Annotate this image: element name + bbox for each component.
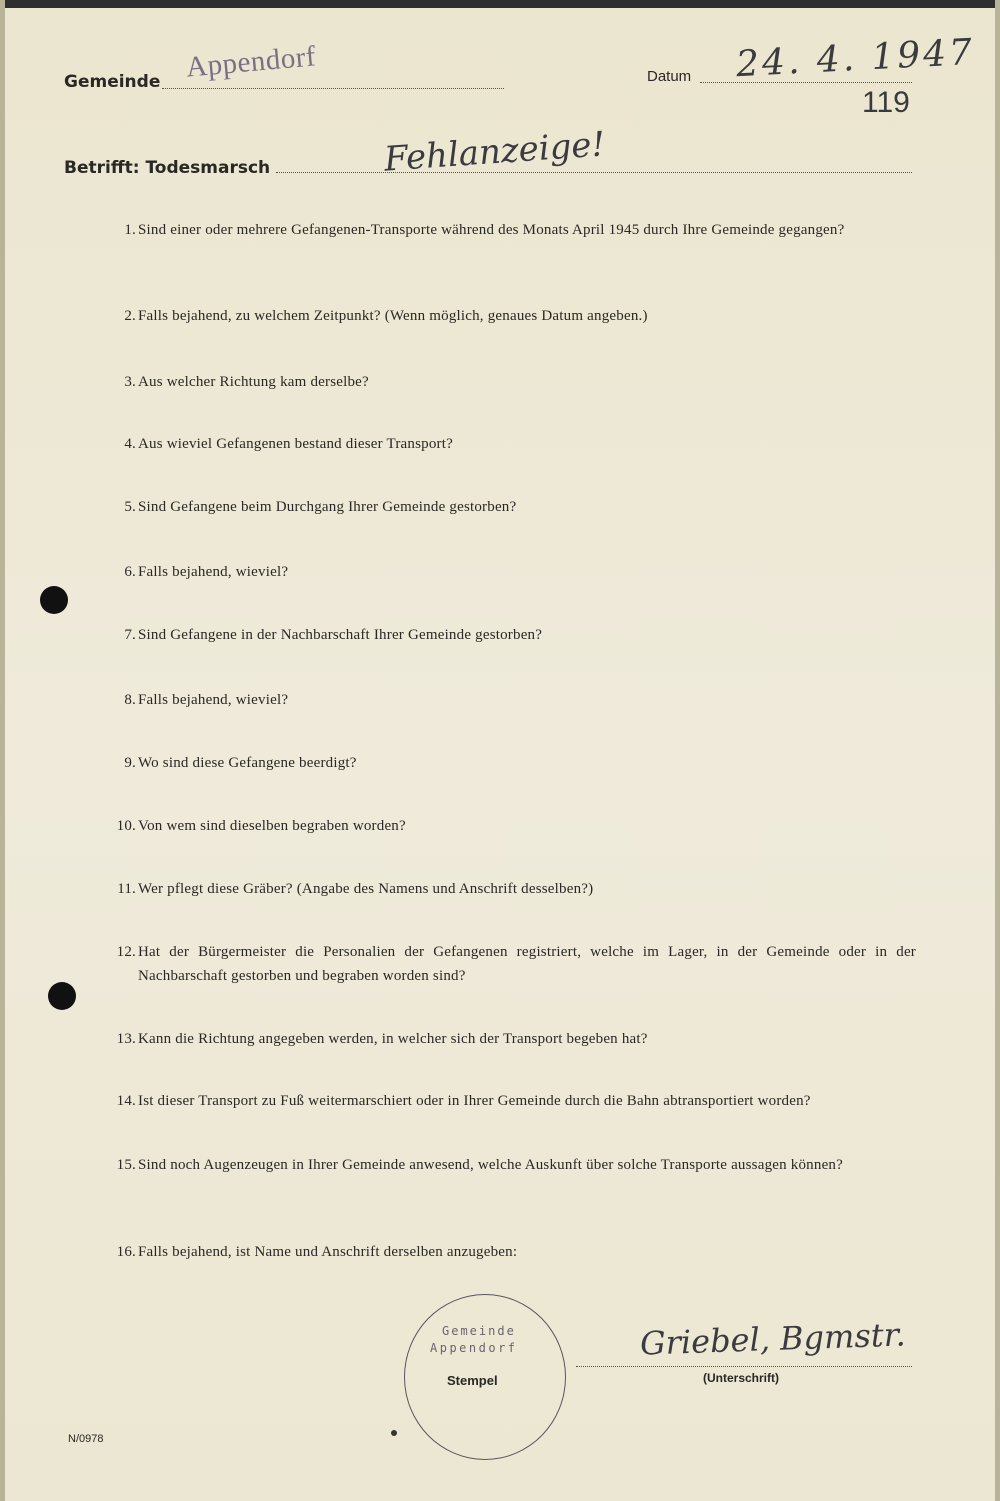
question-number: 13. — [116, 1031, 136, 1047]
left-edge — [0, 0, 5, 1501]
stamp-line-1: Gemeinde — [442, 1324, 516, 1338]
question-number: 12. — [116, 944, 136, 960]
question-text: Von wem sind dieselben begraben worden? — [138, 818, 406, 834]
question-6 — [108, 560, 918, 586]
question-text: Hat der Bürgermeister die Personalien der Gefangenen registriert, welche im Lager, in der Gemeinde oder in der Nachbarschaft gestorben und begraben worden sind? — [138, 944, 916, 984]
question-number: 16. — [116, 1244, 136, 1260]
question-text: Sind Gefangene in der Nachbarschaft Ihrer Gemeinde gestorben? — [138, 627, 543, 643]
question-number: 11. — [117, 881, 136, 897]
question-15 — [108, 1153, 918, 1203]
question-text: Aus wieviel Gefangenen bestand dieser Transport? — [138, 436, 453, 452]
question-11 — [108, 877, 918, 903]
gemeinde-line — [162, 88, 504, 89]
question-text: Kann die Richtung angegeben werden, in welcher sich der Transport begeben hat? — [138, 1031, 648, 1047]
question-number: 9. — [124, 755, 136, 771]
question-8 — [108, 688, 918, 714]
betrifft-label: Betrifft: Todesmarsch — [64, 158, 271, 178]
question-13 — [108, 1027, 918, 1053]
stamp-label: Stempel — [447, 1373, 498, 1388]
datum-label: Datum — [647, 68, 692, 85]
question-text: Ist dieser Transport zu Fuß weitermarschiert oder in Ihrer Gemeinde durch die Bahn abtransportiert worden? — [138, 1093, 811, 1109]
question-1 — [108, 218, 918, 268]
question-3 — [108, 370, 918, 396]
question-4 — [108, 432, 918, 458]
question-number: 2. — [124, 308, 136, 324]
datum-line — [700, 82, 912, 83]
question-number: 10. — [116, 818, 136, 834]
question-number: 6. — [124, 564, 136, 580]
question-number: 1. — [124, 222, 136, 238]
signature-label: (Unterschrift) — [703, 1371, 780, 1385]
question-10 — [108, 814, 918, 840]
question-text: Falls bejahend, wieviel? — [138, 564, 289, 580]
question-number: 7. — [124, 627, 136, 643]
question-text: Sind noch Augenzeugen in Ihrer Gemeinde anwesend, welche Auskunft über solche Transporte aussagen können? — [138, 1157, 843, 1173]
question-text: Sind Gefangene beim Durchgang Ihrer Gemeinde gestorben? — [138, 499, 517, 515]
question-number: 5. — [124, 499, 136, 515]
stamp-line-2: Appendorf — [430, 1341, 518, 1355]
question-text: Wo sind diese Gefangene beerdigt? — [138, 755, 357, 771]
question-text: Sind einer oder mehrere Gefangenen-Transporte während des Monats April 1945 durch Ihre Gemeinde gegangen? — [138, 222, 845, 238]
form-code: N/0978 — [68, 1433, 104, 1445]
question-9 — [108, 751, 918, 777]
datum-value: 24. 4. 1947 — [735, 31, 977, 86]
question-14 — [108, 1089, 918, 1115]
top-border — [0, 0, 1000, 8]
question-number: 4. — [124, 436, 136, 452]
question-text: Wer pflegt diese Gräber? (Angabe des Namens und Anschrift desselben?) — [138, 881, 594, 897]
question-text: Falls bejahend, wieviel? — [138, 692, 289, 708]
question-text: Falls bejahend, ist Name und Anschrift derselben anzugeben: — [138, 1244, 518, 1260]
question-2 — [108, 304, 918, 330]
signature: Griebel, Bgmstr. — [639, 1315, 907, 1363]
ink-dot — [391, 1430, 397, 1436]
question-7 — [108, 623, 918, 649]
betrifft-value: Fehlanzeige! — [382, 124, 607, 180]
question-12 — [108, 940, 918, 990]
question-number: 14. — [116, 1093, 136, 1109]
punch-hole — [40, 586, 68, 614]
gemeinde-stamp-value: Appendorf — [184, 40, 318, 84]
question-text: Falls bejahend, zu welchem Zeitpunkt? (Wenn möglich, genaues Datum angeben.) — [138, 308, 648, 324]
gemeinde-label: Gemeinde — [64, 72, 161, 92]
betrifft-line — [276, 172, 912, 173]
question-number: 8. — [124, 692, 136, 708]
question-number: 15. — [116, 1157, 136, 1173]
question-number: 3. — [124, 374, 136, 390]
punch-hole — [48, 982, 76, 1010]
question-5 — [108, 495, 918, 521]
right-edge — [995, 0, 1000, 1501]
question-16 — [108, 1240, 918, 1266]
signature-line — [576, 1366, 912, 1367]
page-number: 119 — [862, 86, 910, 119]
question-text: Aus welcher Richtung kam derselbe? — [138, 374, 369, 390]
